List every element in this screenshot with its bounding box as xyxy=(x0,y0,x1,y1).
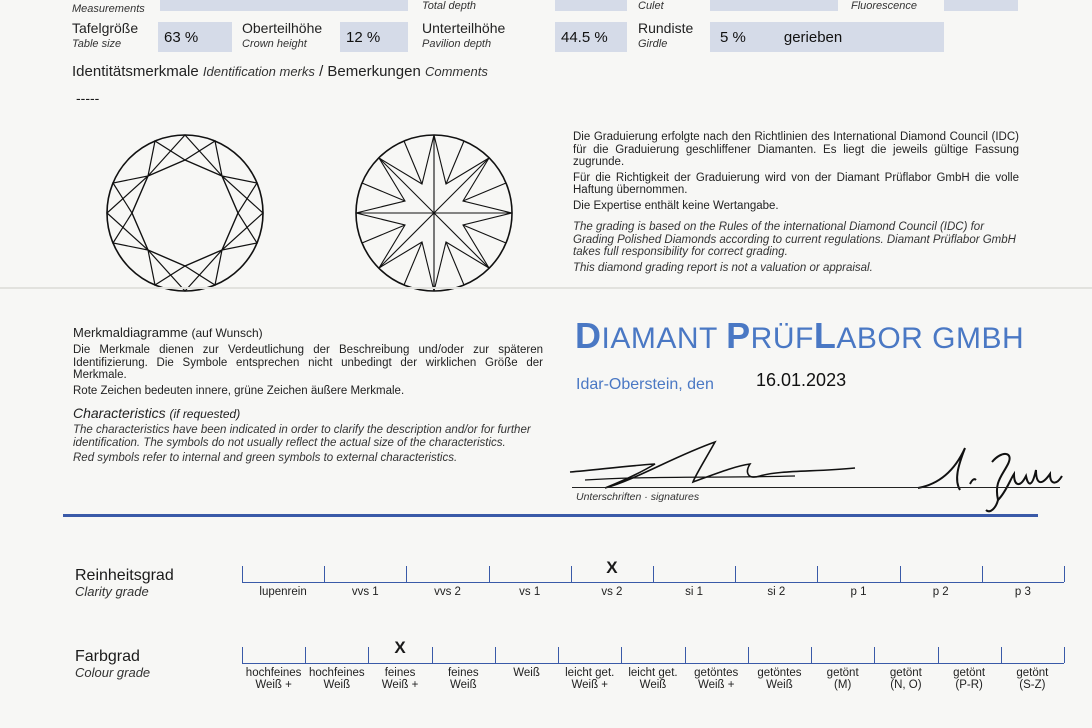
culet-label: Culet xyxy=(638,0,664,12)
characteristics-block xyxy=(73,325,543,465)
clarity-scale-tick xyxy=(982,566,983,582)
colour-grade-option xyxy=(874,667,937,691)
colour-grade-label: (M) xyxy=(834,679,852,691)
colour-scale-tick xyxy=(495,647,496,663)
clarity-grade-option xyxy=(900,586,982,598)
colour-title-de: Farbgrad xyxy=(75,648,140,665)
clarity-scale-tick xyxy=(817,566,818,582)
characteristics-de-2: Rote Zeichen bedeuten innere, grüne Zeichen äußere Merkmale. xyxy=(73,384,405,397)
clarity-grade-label: p 2 xyxy=(932,586,949,598)
colour-grade-option xyxy=(432,667,495,691)
characteristics-de-1: Die Merkmale dienen zur Verdeutlichung der Beschreibung und/oder zur späteren Identifizierung. Die Symbole entsprechen nicht unbedingt der wirklichen Größe der Merkmale. xyxy=(73,344,543,381)
colour-grade-option xyxy=(558,667,621,691)
colour-scale-tick xyxy=(621,647,622,663)
colour-scale-tick xyxy=(748,647,749,663)
colour-grade-label: (N, O) xyxy=(890,679,922,691)
clarity-scale-tick xyxy=(653,566,654,582)
characteristics-title-en-line xyxy=(73,405,543,421)
colour-grade-label: getönt xyxy=(953,667,986,679)
colour-grade-option xyxy=(811,667,874,691)
identification-separator: / xyxy=(319,63,324,80)
clarity-grade-label: vs 2 xyxy=(601,586,623,598)
pavilion-diagram-icon xyxy=(354,133,514,293)
signature-line xyxy=(572,487,1060,488)
clarity-grade-option xyxy=(735,586,817,598)
colour-grade-option xyxy=(305,667,368,691)
colour-grade-option xyxy=(1001,667,1064,691)
logo-l: L xyxy=(813,315,837,356)
colour-scale-tick xyxy=(1001,647,1002,663)
colour-grade-label: hochfeines xyxy=(245,667,302,679)
clarity-grade-option xyxy=(324,586,406,598)
grading-en-2: This diamond grading report is not a valuation or appraisal. xyxy=(573,261,873,274)
colour-scale-tick xyxy=(685,647,686,663)
clarity-grade-option xyxy=(406,586,488,598)
colour-grade-label: Weiß xyxy=(513,667,540,679)
signature-2-icon xyxy=(910,440,1070,520)
colour-grade-label: getönt xyxy=(889,667,922,679)
clarity-grade-label: p 3 xyxy=(1014,586,1031,598)
colour-scale-tick xyxy=(874,647,875,663)
characteristics-title-de-line xyxy=(73,325,543,340)
girdle-value: 5 % xyxy=(720,28,746,46)
colour-grade-label: leicht get. xyxy=(565,667,615,679)
table-size-label: Tafelgröße xyxy=(72,20,139,36)
clarity-grade-label: vvs 1 xyxy=(351,586,379,598)
colour-grade-label: getönt xyxy=(1016,667,1049,679)
characteristics-title-de-sub: (auf Wunsch) xyxy=(191,326,263,340)
colour-grade-label: Weiß xyxy=(639,679,667,691)
clarity-grade-label: vvs 2 xyxy=(434,586,461,598)
colour-grade-label: feines xyxy=(384,667,416,679)
clarity-grade-label: p 1 xyxy=(850,586,867,598)
report-date: 16.01.2023 xyxy=(756,370,847,390)
colour-grade-option xyxy=(621,667,684,691)
girdle-finish: gerieben xyxy=(783,28,843,46)
culet-field xyxy=(710,0,838,11)
colour-scale-tick xyxy=(305,647,306,663)
colour-grade-label: getöntes xyxy=(694,667,739,679)
colour-grade-label: Weiß + xyxy=(697,679,735,691)
colour-grade-label: getöntes xyxy=(757,667,802,679)
lab-city: Idar-Oberstein, den xyxy=(576,376,714,393)
clarity-scale-line xyxy=(242,582,1064,583)
measurements-label: Measurements xyxy=(72,3,145,15)
colour-grade-option xyxy=(938,667,1001,691)
colour-scale-tick xyxy=(811,647,812,663)
fluorescence-field xyxy=(944,0,1018,11)
colour-scale-tick xyxy=(242,647,243,663)
clarity-grade-option xyxy=(571,586,653,598)
total-depth-field xyxy=(555,0,627,11)
clarity-scale-tick xyxy=(406,566,407,582)
clarity-grade-option xyxy=(817,586,899,598)
paper-fold xyxy=(0,287,1092,289)
table-size-sub: Table size xyxy=(72,38,122,50)
clarity-scale-tick xyxy=(324,566,325,582)
clarity-grade-option xyxy=(489,586,571,598)
grading-text xyxy=(573,131,1019,274)
clarity-selected-marker: X xyxy=(606,558,618,577)
clarity-grade-option xyxy=(982,586,1064,598)
clarity-scale-tick xyxy=(900,566,901,582)
clarity-title-de: Reinheitsgrad xyxy=(75,567,174,584)
characteristics-title-de: Merkmaldiagramme xyxy=(73,325,188,340)
measurements-section xyxy=(0,0,1092,56)
grading-de-3: Die Expertise enthält keine Wertangabe. xyxy=(573,199,779,212)
characteristics-en-2: Red symbols refer to internal and green symbols to external characteristics. xyxy=(73,452,458,464)
clarity-title-en: Clarity grade xyxy=(75,584,149,599)
clarity-scale-tick xyxy=(489,566,490,582)
clarity-grade-label: vs 1 xyxy=(519,586,541,598)
comments-value: ----- xyxy=(76,90,100,106)
colour-scale-line xyxy=(242,663,1064,664)
crown-height-sub: Crown height xyxy=(242,38,307,50)
colour-scale-tick xyxy=(938,647,939,663)
grading-de-2: Für die Richtigkeit der Graduierung wird von der Diamant Prüflabor GmbH die volle Haftung übernommen. xyxy=(573,171,1019,196)
clarity-grade-option xyxy=(653,586,735,598)
clarity-scale-tick xyxy=(735,566,736,582)
colour-grade-label: Weiß xyxy=(449,679,477,691)
identification-title-de: Identitätsmerkmale xyxy=(72,63,199,80)
clarity-grade-option xyxy=(242,586,324,598)
table-size-value: 63 % xyxy=(158,22,232,52)
section-divider xyxy=(63,514,1038,517)
crown-diagram-icon xyxy=(105,133,265,293)
colour-grade-option xyxy=(495,667,558,691)
clarity-scale-tick xyxy=(1064,566,1065,582)
comments-title-en: Comments xyxy=(424,64,488,79)
clarity-grade-label: si 2 xyxy=(767,586,786,598)
colour-grade-label: hochfeines xyxy=(309,667,365,679)
fluorescence-label: Fluorescence xyxy=(851,0,918,12)
colour-title-en: Colour grade xyxy=(75,665,151,680)
colour-grade-option xyxy=(685,667,748,691)
colour-scale-tick xyxy=(432,647,433,663)
identification-heading xyxy=(72,63,488,80)
colour-grade-label: feines xyxy=(447,667,479,679)
pavilion-depth-label: Unterteilhöhe xyxy=(422,20,506,36)
colour-grade-label: Weiß + xyxy=(571,679,609,691)
girdle-sub: Girdle xyxy=(638,38,668,50)
grading-de-1: Die Graduierung erfolgte nach den Richtlinien des International Diamond Council (IDC) für die Graduierung geschliffener Diamanten. Es liegt die jeweils gültige Fassung zugrunde. xyxy=(573,131,1019,168)
clarity-grade-label: si 1 xyxy=(685,586,704,598)
colour-grade-option xyxy=(748,667,811,691)
clarity-scale-tick xyxy=(242,566,243,582)
total-depth-label: Total depth xyxy=(422,0,477,12)
logo-iamant: IAMANT xyxy=(601,322,727,355)
signatures-label: Unterschriften · signatures xyxy=(576,491,700,503)
colour-selected-marker: X xyxy=(394,638,406,657)
pavilion-depth-sub: Pavilion depth xyxy=(422,38,492,50)
colour-grade-label: Weiß + xyxy=(381,679,419,691)
crown-height-value: 12 % xyxy=(340,22,408,52)
colour-grade-label: (P-R) xyxy=(955,679,983,691)
grading-en-1: The grading is based on the Rules of the international Diamond Council (IDC) for Grading Polished Diamonds according to current regulations. Diamant Prüflabor GmbH takes full responsibility for correct grading. xyxy=(573,221,1016,258)
colour-grade-label: getönt xyxy=(826,667,859,679)
colour-scale-tick xyxy=(1064,647,1065,663)
colour-scale-tick xyxy=(558,647,559,663)
lab-logo xyxy=(575,315,1024,357)
logo-d: D xyxy=(575,315,602,356)
colour-grade-label: Weiß + xyxy=(255,679,292,691)
logo-p: P xyxy=(726,315,751,356)
comments-title-de: Bemerkungen xyxy=(327,63,421,80)
colour-grade-label: leicht get. xyxy=(628,667,678,679)
characteristics-title-en-sub: (if requested) xyxy=(169,407,241,421)
clarity-grade-label: lupenrein xyxy=(259,586,307,598)
pavilion-depth-value: 44.5 % xyxy=(555,22,627,52)
characteristics-en-1: The characteristics have been indicated in order to clarify the description and/or for further identification. The symbols do not usually reflect the actual size of the characteristics. xyxy=(73,424,531,449)
girdle-field xyxy=(710,22,944,52)
characteristics-title-en: Characteristics xyxy=(73,405,166,421)
logo-ruf: RÜF xyxy=(750,322,814,355)
crown-height-label: Oberteilhöhe xyxy=(242,20,323,36)
colour-grade-option xyxy=(368,667,431,691)
measurements-field xyxy=(160,0,408,11)
colour-grade-option xyxy=(242,667,305,691)
colour-grade-label: Weiß xyxy=(766,679,793,691)
colour-grade-label: Weiß xyxy=(323,679,351,691)
colour-grade-label: (S-Z) xyxy=(1019,679,1046,691)
colour-grade-label xyxy=(495,679,558,691)
girdle-label: Rundiste xyxy=(638,20,694,36)
identification-title-en: Identification merks xyxy=(202,64,315,79)
logo-abor: ABOR GMBH xyxy=(836,322,1025,355)
